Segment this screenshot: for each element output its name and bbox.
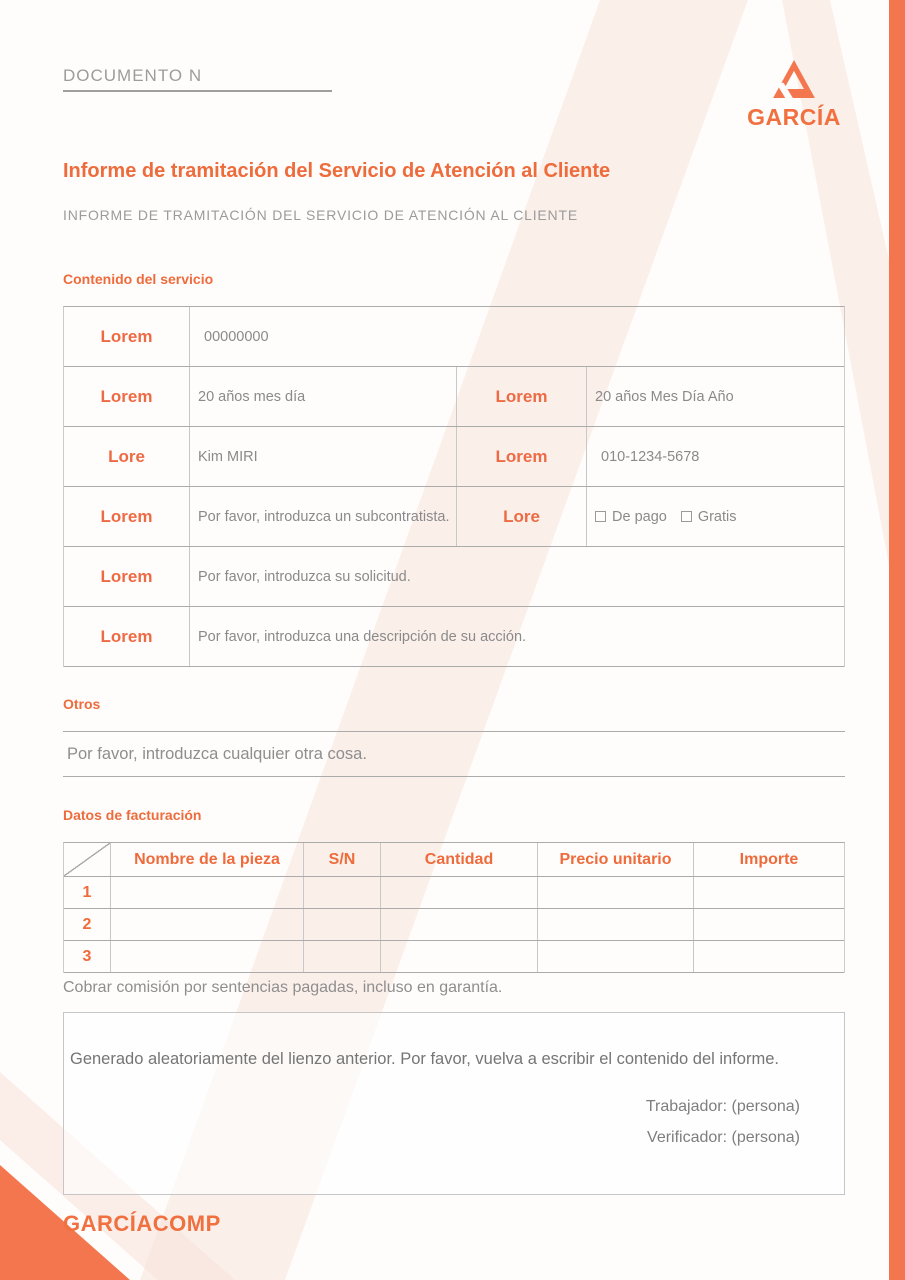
billing-section-heading: Datos de facturación — [63, 807, 202, 823]
diagonal-line-icon — [64, 843, 111, 876]
billing-empty-cell[interactable] — [304, 941, 381, 972]
column-header: S/N — [328, 850, 356, 868]
billing-empty-cell[interactable] — [694, 941, 844, 972]
report-body-text: Generado aleatoriamente del lienzo anterior. Por favor, vuelva a escribir el contenido del informe. — [70, 1050, 779, 1068]
billing-empty-cell[interactable] — [304, 909, 381, 940]
document-number-field — [63, 66, 332, 92]
billing-note: Cobrar comisión por sentencias pagadas, incluso en garantía. — [63, 979, 503, 996]
billing-empty-cell[interactable] — [111, 877, 304, 908]
field-label: Lorem — [456, 367, 586, 426]
payment-options — [595, 509, 745, 525]
table-row — [64, 941, 844, 973]
garcia-logo-text: GARCÍA — [747, 104, 841, 130]
field-label: Lorem — [100, 626, 153, 646]
field-value-cell[interactable]: Por favor, introduzca un subcontratista. — [189, 487, 456, 546]
table-row — [64, 307, 844, 367]
column-header: Cantidad — [424, 850, 494, 868]
document-number-label: DOCUMENTO N — [63, 66, 203, 85]
worker-signature-line: Trabajador: (persona) — [645, 1098, 800, 1115]
verifier-signature-line: Verificador: (persona) — [647, 1129, 800, 1146]
billing-table — [63, 842, 845, 973]
table-row — [64, 547, 844, 607]
garcia-triangle-icon — [773, 60, 815, 98]
checkbox-label: Gratis — [697, 508, 737, 525]
billing-empty-cell[interactable] — [538, 877, 694, 908]
otros-section-heading: Otros — [63, 696, 101, 712]
report-subtitle: INFORME DE TRAMITACIÓN DEL SERVICIO DE ATENCIÓN AL CLIENTE — [63, 207, 578, 223]
checkbox-unchecked-icon — [595, 511, 606, 522]
service-section-heading: Contenido del servicio — [63, 271, 214, 287]
service-table — [63, 306, 845, 667]
billing-empty-cell[interactable] — [381, 909, 538, 940]
field-label: Lorem — [456, 427, 586, 486]
field-label: Lorem — [100, 506, 153, 526]
field-value-cell[interactable]: Kim MIRI — [189, 427, 456, 486]
field-value-cell[interactable]: Por favor, introduzca su solicitud. — [189, 547, 844, 606]
field-value-cell[interactable]: 010-1234-5678 — [586, 427, 844, 486]
billing-empty-cell[interactable] — [111, 909, 304, 940]
otros-placeholder: Por favor, introduzca cualquier otra cosa. — [67, 744, 367, 763]
field-label: Lore — [108, 446, 145, 466]
billing-empty-cell[interactable] — [381, 877, 538, 908]
field-label: Lorem — [100, 566, 153, 586]
billing-empty-cell[interactable] — [538, 909, 694, 940]
report-content-box — [63, 1012, 845, 1195]
table-row — [64, 909, 844, 941]
table-row — [64, 367, 844, 427]
row-number: 3 — [82, 947, 92, 965]
checkbox-gratis[interactable] — [681, 509, 737, 525]
document-number-fill-line[interactable] — [63, 90, 332, 92]
table-row — [64, 607, 844, 667]
garcia-logo — [743, 60, 845, 131]
billing-empty-cell[interactable] — [538, 941, 694, 972]
table-row — [64, 427, 844, 487]
billing-empty-cell[interactable] — [381, 941, 538, 972]
column-header: Importe — [739, 850, 799, 868]
column-header: Nombre de la pieza — [134, 850, 280, 868]
billing-empty-cell[interactable] — [694, 909, 844, 940]
field-value-cell[interactable]: 00000000 — [189, 307, 844, 366]
field-label: Lore — [456, 487, 586, 546]
field-value-cell[interactable]: 20 años Mes Día Año — [586, 367, 844, 426]
row-number: 1 — [82, 883, 92, 901]
checkbox-unchecked-icon — [681, 511, 692, 522]
billing-header-row — [64, 843, 844, 877]
billing-empty-cell[interactable] — [694, 877, 844, 908]
column-header: Precio unitario — [559, 850, 672, 868]
report-title: Informe de tramitación del Servicio de Atención al Cliente — [63, 160, 611, 182]
billing-empty-cell[interactable] — [304, 877, 381, 908]
footer-brand-text: GARCÍACOMP — [63, 1211, 221, 1236]
field-label: Lorem — [100, 326, 153, 346]
checkbox-de-pago[interactable] — [595, 509, 667, 525]
payment-options-cell — [586, 487, 844, 546]
table-row — [64, 877, 844, 909]
field-value-cell[interactable]: 20 años mes día — [189, 367, 456, 426]
field-value-cell[interactable]: Por favor, introduzca una descripción de su acción. — [189, 607, 844, 666]
table-row — [64, 487, 844, 547]
billing-empty-cell[interactable] — [111, 941, 304, 972]
row-number: 2 — [82, 915, 92, 933]
checkbox-label: De pago — [612, 508, 667, 525]
field-label: Lorem — [100, 386, 153, 406]
otros-input-area[interactable] — [63, 731, 845, 777]
